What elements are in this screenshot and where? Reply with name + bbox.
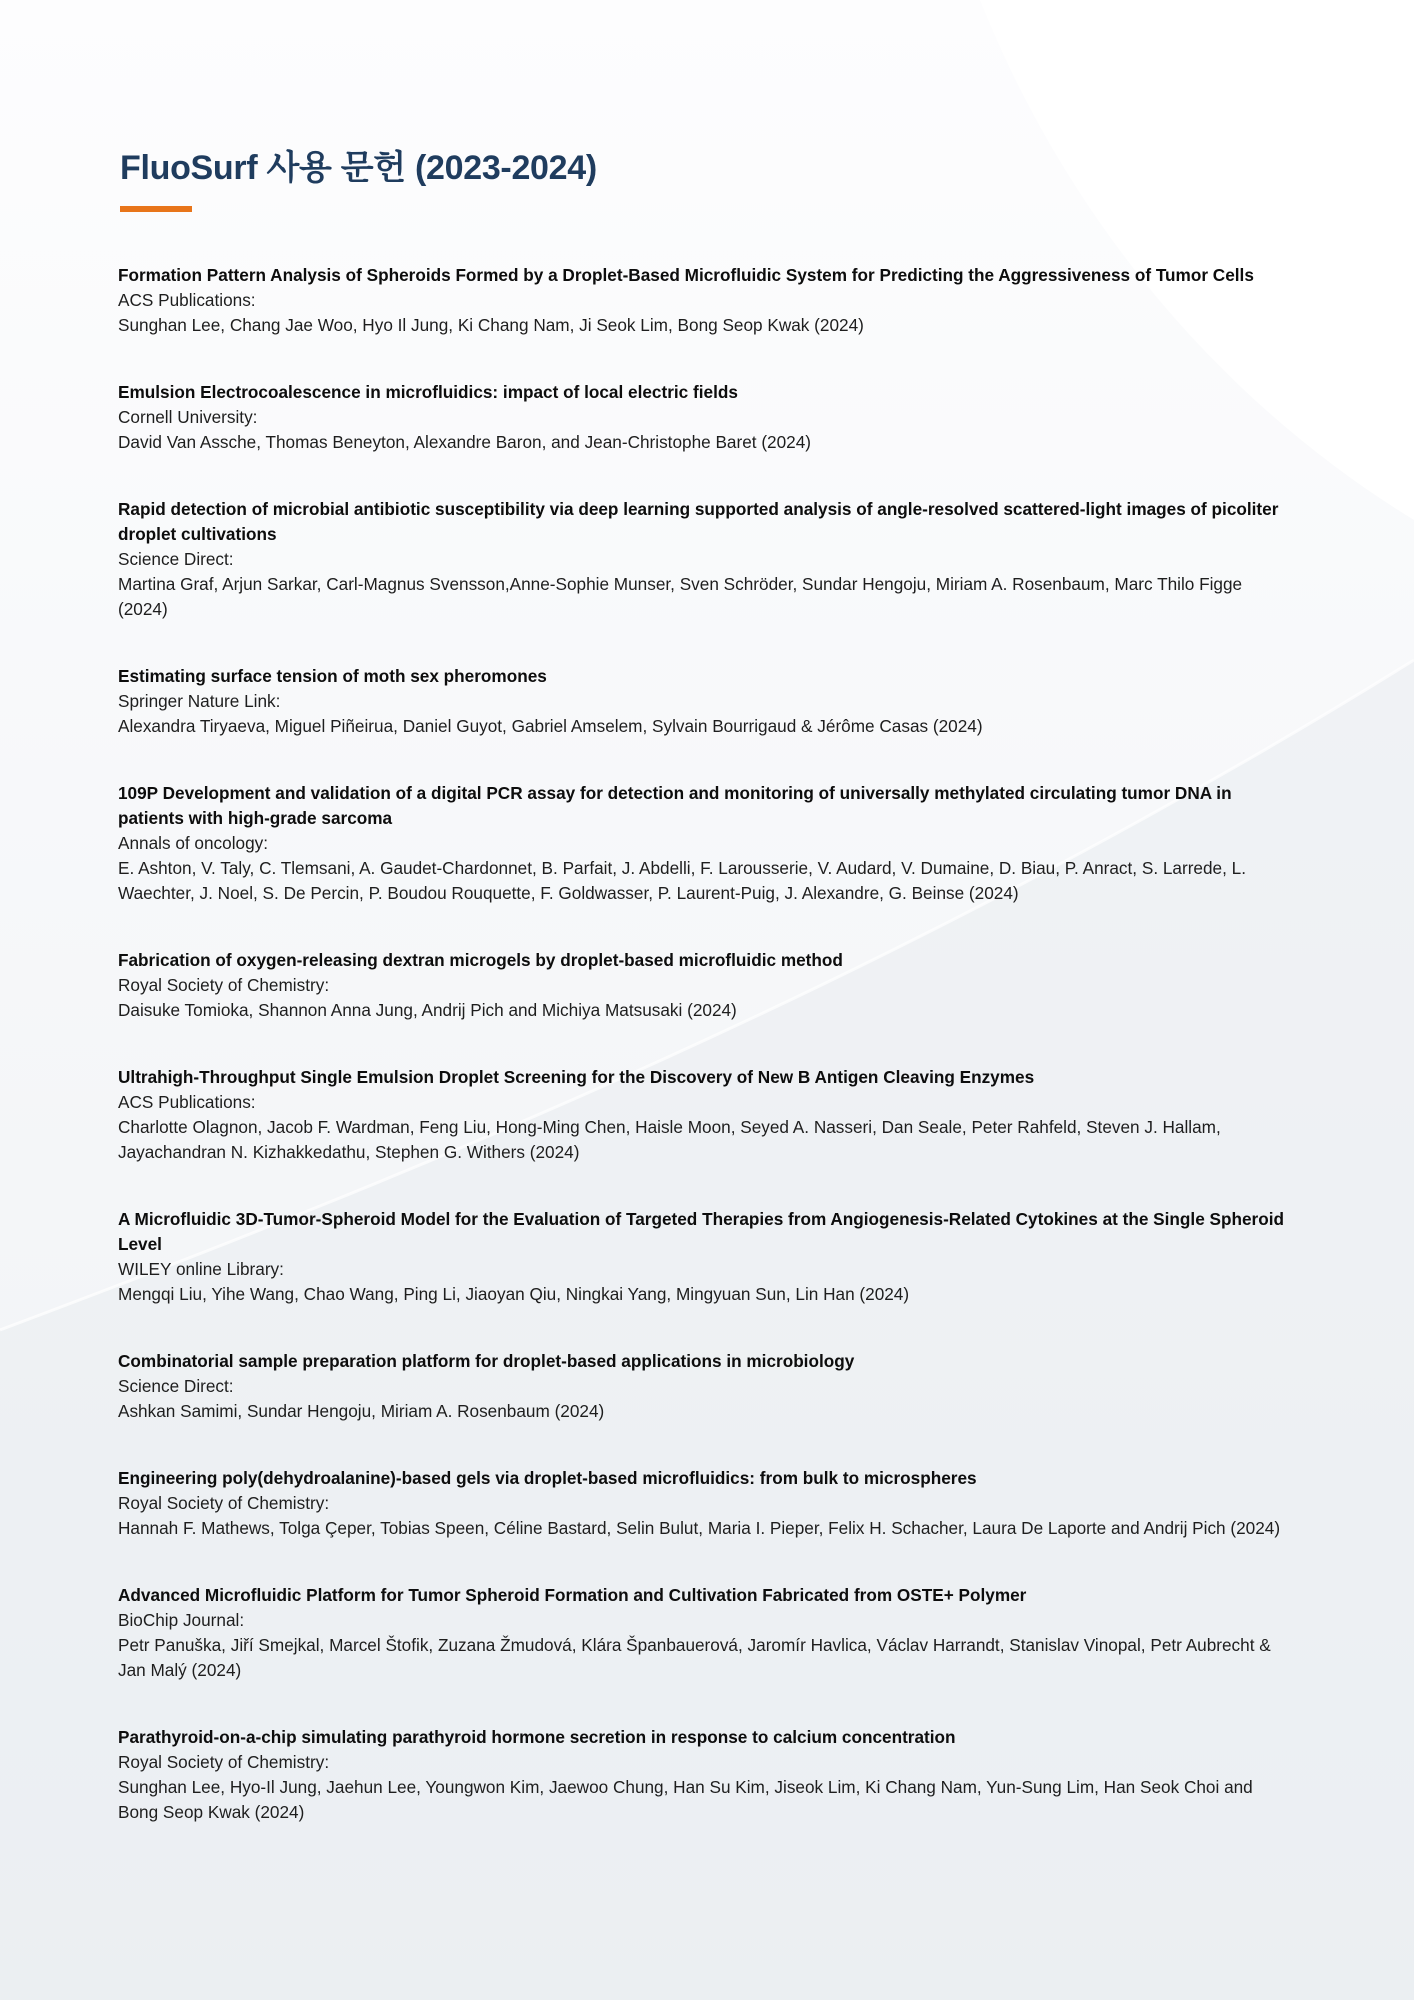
reference-authors: Alexandra Tiryaeva, Miguel Piñeirua, Daniel Guyot, Gabriel Amselem, Sylvain Bourrigaud & Jérôme Casas (2024) — [118, 716, 983, 736]
reference-authors: E. Ashton, V. Taly, C. Tlemsani, A. Gaudet-Chardonnet, B. Parfait, J. Abdelli, F. Larousserie, V. Audard, V. Dumaine, D. Biau, P. Anract, S. Larrede, L. Waechter, J. Noel, S. De Percin, P. Boudou Rouquette, F. Goldwasser, P. Laurent-Puig, J. Alexandre, G. Beinse (2024) — [118, 858, 1246, 903]
reference-item — [118, 497, 1296, 622]
reference-item — [118, 263, 1296, 338]
reference-item — [118, 1349, 1296, 1424]
reference-source: Cornell University: — [118, 407, 258, 427]
reference-title: A Microfluidic 3D-Tumor-Spheroid Model for the Evaluation of Targeted Therapies from Angiogenesis-Related Cytokines at the Single Spheroid Level — [118, 1209, 1285, 1254]
reference-item — [118, 948, 1296, 1023]
reference-title: Estimating surface tension of moth sex pheromones — [118, 666, 547, 686]
reference-source: Annals of oncology: — [118, 833, 269, 853]
reference-source: Springer Nature Link: — [118, 691, 281, 711]
page-title: FluoSurf 사용 문헌 (2023-2024) — [120, 149, 597, 187]
reference-item — [118, 1583, 1296, 1683]
reference-title: Fabrication of oxygen-releasing dextran microgels by droplet-based microfluidic method — [118, 950, 843, 970]
reference-item — [118, 1065, 1296, 1165]
reference-source: Science Direct: — [118, 549, 234, 569]
reference-item — [118, 1725, 1296, 1825]
reference-item — [118, 781, 1296, 906]
reference-source: ACS Publications: — [118, 290, 256, 310]
reference-authors: Petr Panuška, Jiří Smejkal, Marcel Štofik, Zuzana Žmudová, Klára Španbauerová, Jaromír Havlica, Václav Harrandt, Stanislav Vinopal, Petr Aubrecht & Jan Malý (2024) — [118, 1635, 1271, 1680]
reference-title: 109P Development and validation of a digital PCR assay for detection and monitoring of universally methylated circulating tumor DNA in patients with high-grade sarcoma — [118, 783, 1232, 828]
reference-source: Science Direct: — [118, 1376, 234, 1396]
reference-authors: David Van Assche, Thomas Beneyton, Alexandre Baron, and Jean-Christophe Baret (2024) — [118, 432, 812, 452]
reference-source: Royal Society of Chemistry: — [118, 1752, 330, 1772]
reference-title: Combinatorial sample preparation platform for droplet-based applications in microbiology — [118, 1351, 855, 1371]
reference-title: Emulsion Electrocoalescence in microfluidics: impact of local electric fields — [118, 382, 738, 402]
reference-authors: Ashkan Samimi, Sundar Hengoju, Miriam A. Rosenbaum (2024) — [118, 1401, 605, 1421]
reference-title: Rapid detection of microbial antibiotic susceptibility via deep learning supported analysis of angle-resolved scattered-light images of picoliter droplet cultivations — [118, 499, 1279, 544]
reference-authors: Charlotte Olagnon, Jacob F. Wardman, Feng Liu, Hong-Ming Chen, Haisle Moon, Seyed A. Nasseri, Dan Seale, Peter Rahfeld, Steven J. Hallam, Jayachandran N. Kizhakkedathu, Stephen G. Withers (2024) — [118, 1117, 1221, 1162]
reference-authors: Mengqi Liu, Yihe Wang, Chao Wang, Ping Li, Jiaoyan Qiu, Ningkai Yang, Mingyuan Sun, Lin Han (2024) — [118, 1284, 910, 1304]
reference-title: Formation Pattern Analysis of Spheroids Formed by a Droplet-Based Microfluidic System for Predicting the Aggressiveness of Tumor Cells — [118, 265, 1254, 285]
reference-source: ACS Publications: — [118, 1092, 256, 1112]
reference-title: Ultrahigh-Throughput Single Emulsion Droplet Screening for the Discovery of New B Antigen Cleaving Enzymes — [118, 1067, 1035, 1087]
reference-source: Royal Society of Chemistry: — [118, 975, 330, 995]
reference-source: Royal Society of Chemistry: — [118, 1493, 330, 1513]
reference-authors: Hannah F. Mathews, Tolga Çeper, Tobias Speen, Céline Bastard, Selin Bulut, Maria I. Pieper, Felix H. Schacher, Laura De Laporte and Andrij Pich (2024) — [118, 1518, 1281, 1538]
reference-item — [118, 1207, 1296, 1307]
reference-title: Parathyroid-on-a-chip simulating parathyroid hormone secretion in response to calcium concentration — [118, 1727, 956, 1747]
reference-authors: Martina Graf, Arjun Sarkar, Carl-Magnus Svensson,Anne-Sophie Munser, Sven Schröder, Sundar Hengoju, Miriam A. Rosenbaum, Marc Thilo Figge (2024) — [118, 574, 1243, 619]
reference-source: BioChip Journal: — [118, 1610, 245, 1630]
reference-item — [118, 380, 1296, 455]
title-accent-bar — [120, 206, 192, 212]
reference-list — [118, 263, 1296, 1825]
reference-authors: Sunghan Lee, Chang Jae Woo, Hyo Il Jung, Ki Chang Nam, Ji Seok Lim, Bong Seop Kwak (2024) — [118, 315, 864, 335]
reference-item — [118, 664, 1296, 739]
reference-title: Advanced Microfluidic Platform for Tumor Spheroid Formation and Cultivation Fabricated from OSTE+ Polymer — [118, 1585, 1027, 1605]
reference-item — [118, 1466, 1296, 1541]
reference-source: WILEY online Library: — [118, 1259, 284, 1279]
reference-authors: Daisuke Tomioka, Shannon Anna Jung, Andrij Pich and Michiya Matsusaki (2024) — [118, 1000, 737, 1020]
reference-title: Engineering poly(dehydroalanine)-based gels via droplet-based microfluidics: from bulk to microspheres — [118, 1468, 977, 1488]
reference-authors: Sunghan Lee, Hyo-Il Jung, Jaehun Lee, Youngwon Kim, Jaewoo Chung, Han Su Kim, Jiseok Lim, Ki Chang Nam, Yun-Sung Lim, Han Seok Choi and Bong Seop Kwak (2024) — [118, 1777, 1253, 1822]
